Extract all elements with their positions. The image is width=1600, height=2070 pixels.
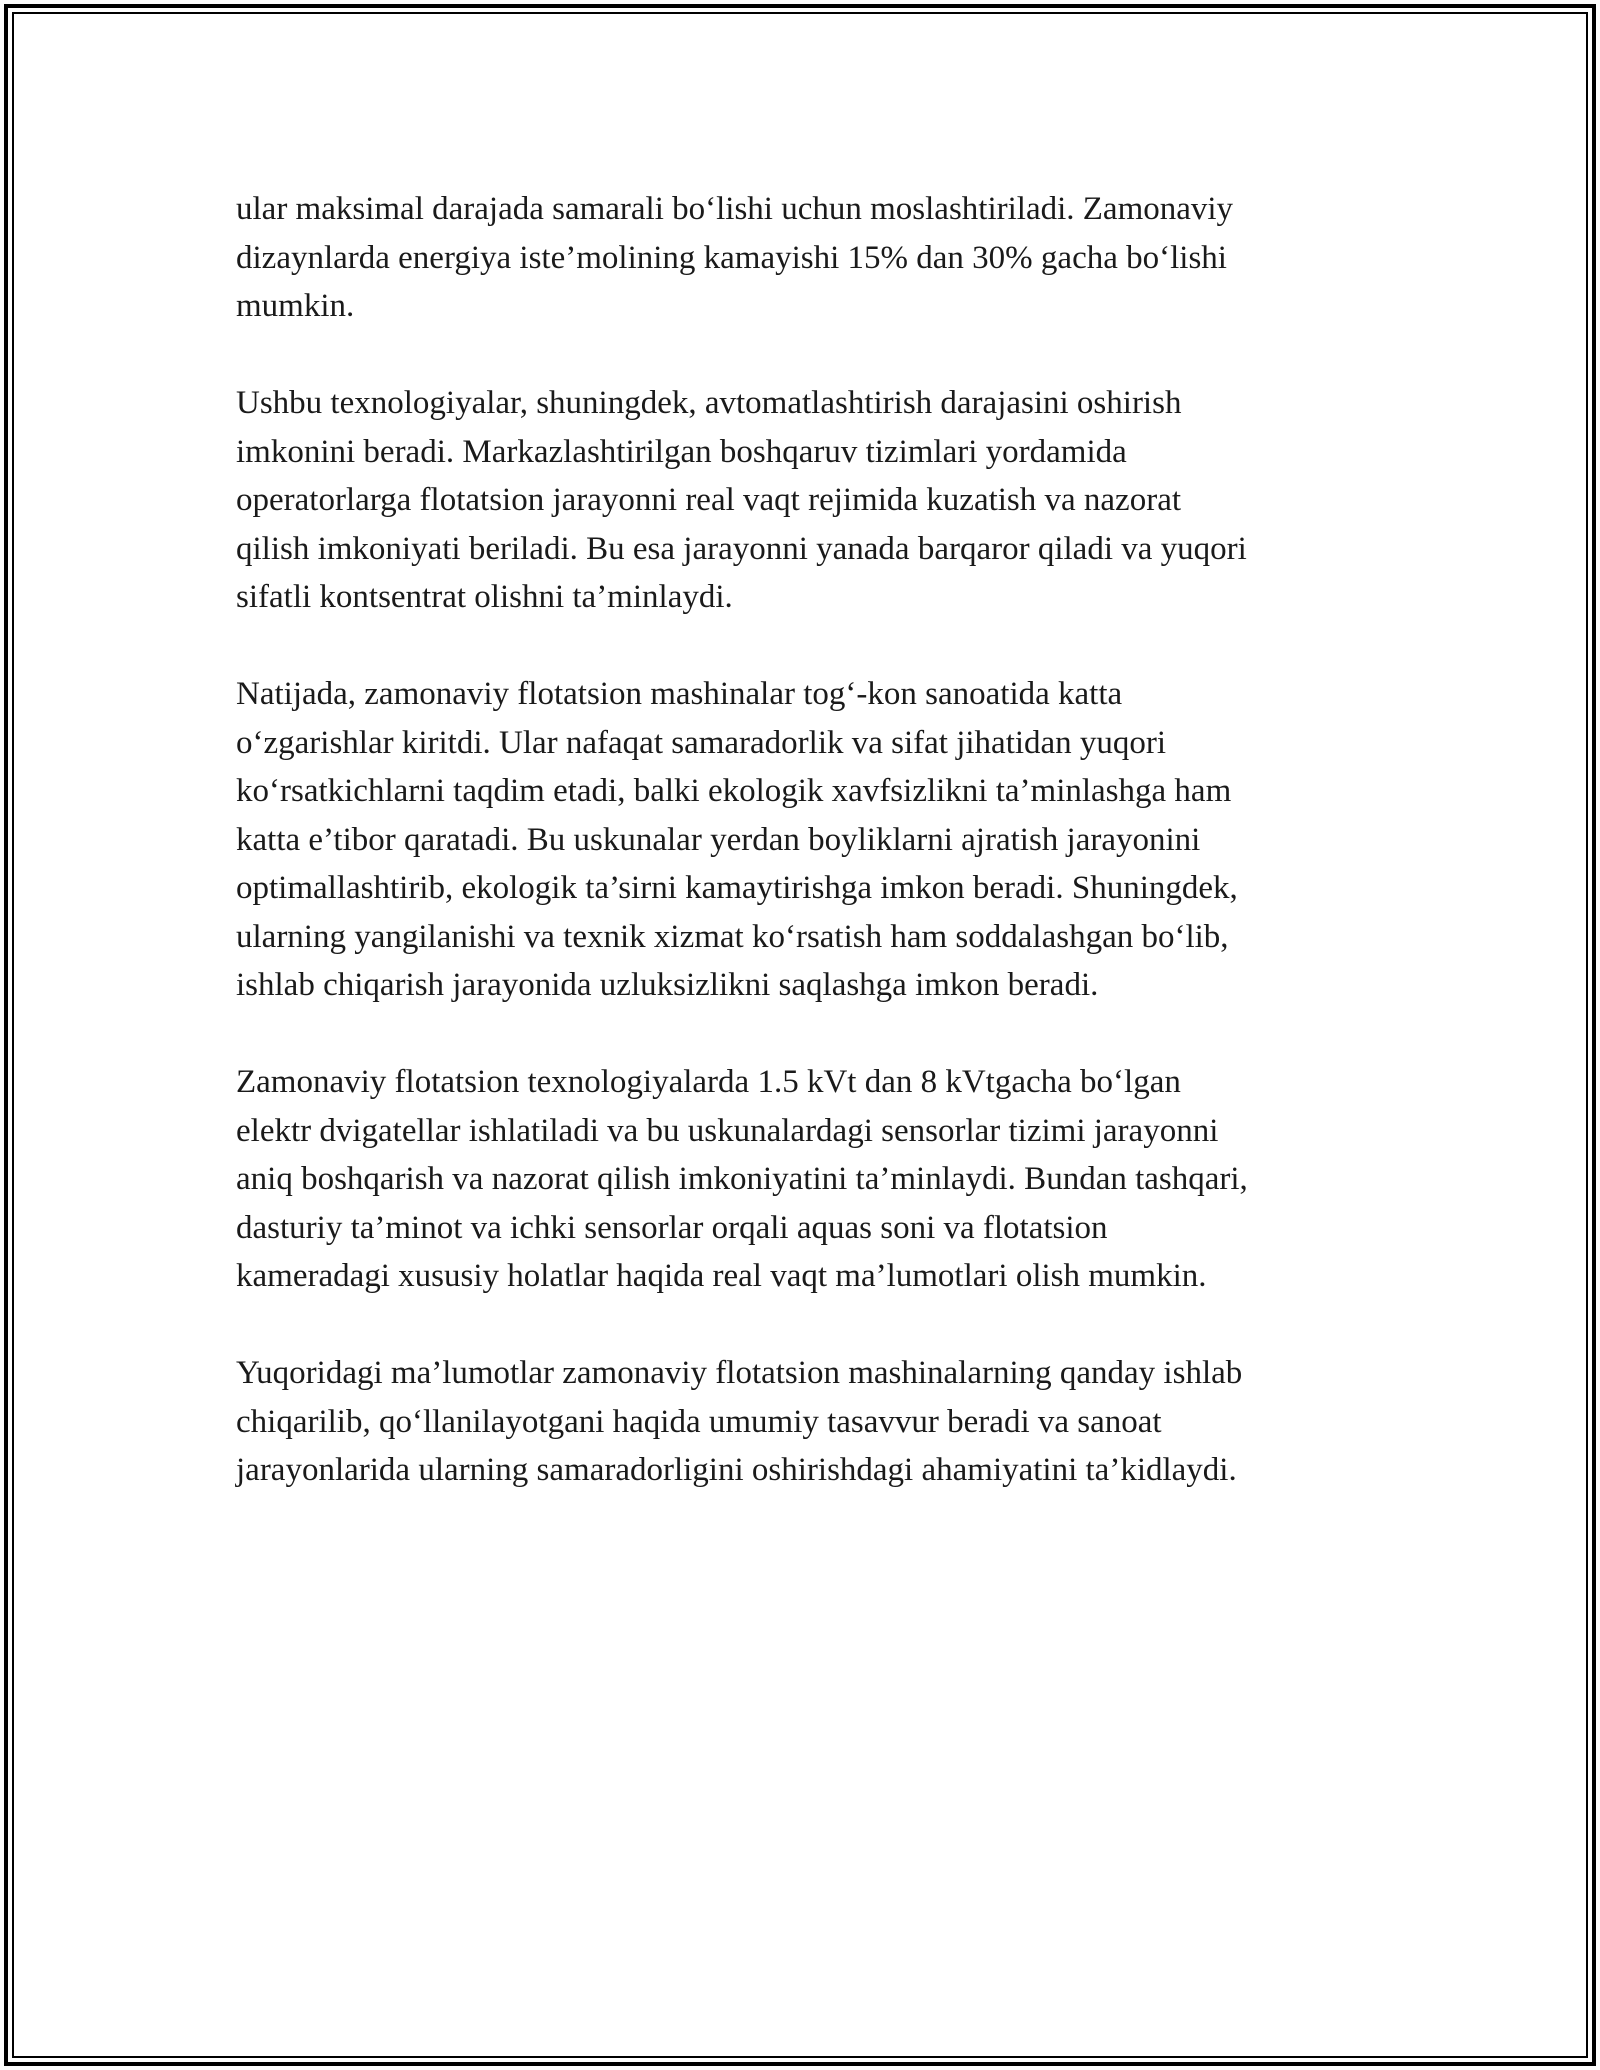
paragraph-1	[236, 185, 1372, 331]
text-line: aniq boshqarish va nazorat qilish imkoniyatini ta’minlaydi. Bundan tashqari,	[236, 1161, 1248, 1197]
text-line: elektr dvigatellar ishlatiladi va bu uskunalardagi sensorlar tizimi jarayonni	[236, 1112, 1219, 1149]
text-line: Yuqoridagi ma’lumotlar zamonaviy flotatsion mashinalarning qanday ishlab	[236, 1355, 1243, 1391]
text-line: ularning yangilanishi va texnik xizmat ko‘rsatish ham soddalashgan bo‘lib,	[236, 918, 1229, 955]
text-line: mumkin.	[236, 288, 355, 324]
text-line: optimallashtirib, ekologik ta’sirni kamaytirishga imkon beradi. Shuningdek,	[236, 870, 1238, 906]
document-body	[236, 185, 1372, 1543]
text-line: o‘zgarishlar kiritdi. Ular nafaqat samaradorlik va sifat jihatidan yuqori	[236, 724, 1167, 761]
paragraph-3	[236, 670, 1372, 1010]
text-line: ko‘rsatkichlarni taqdim etadi, balki ekologik xavfsizlikni ta’minlashga ham	[236, 773, 1232, 809]
paragraph-5	[236, 1349, 1372, 1495]
text-line: katta e’tibor qaratadi. Bu uskunalar yerdan boyliklarni ajratish jarayonini	[236, 821, 1201, 858]
text-line: kameradagi xususiy holatlar haqida real vaqt ma’lumotlari olish mumkin.	[236, 1258, 1207, 1294]
text-line: Zamonaviy flotatsion texnologiyalarda 1.5 kVt dan 8 kVtgacha bo‘lgan	[236, 1064, 1181, 1100]
text-line: jarayonlarida ularning samaradorligini oshirishdagi ahamiyatini ta’kidlaydi.	[236, 1452, 1237, 1488]
text-line: qilish imkoniyati beriladi. Bu esa jarayonni yanada barqaror qiladi va yuqori	[236, 530, 1247, 567]
text-line: imkonini beradi. Markazlashtirilgan boshqaruv tizimlari yordamida	[236, 433, 1127, 470]
text-line: ular maksimal darajada samarali bo‘lishi uchun moslashtiriladi. Zamonaviy	[236, 191, 1234, 227]
text-line: chiqarilib, qo‘llanilayotgani haqida umumiy tasavvur beradi va sanoat	[236, 1403, 1162, 1440]
text-line: sifatli kontsentrat olishni ta’minlaydi.	[236, 579, 733, 615]
text-line: Natijada, zamonaviy flotatsion mashinalar tog‘-kon sanoatida katta	[236, 676, 1123, 712]
text-line: operatorlarga flotatsion jarayonni real vaqt rejimida kuzatish va nazorat	[236, 482, 1182, 518]
text-line: ishlab chiqarish jarayonida uzluksizlikni saqlashga imkon beradi.	[236, 967, 1099, 1003]
text-line: dizaynlarda energiya iste’molining kamayishi 15% dan 30% gacha bo‘lishi	[236, 239, 1227, 276]
paragraph-4	[236, 1058, 1372, 1301]
paragraph-2	[236, 379, 1372, 622]
text-line: dasturiy ta’minot va ichki sensorlar orqali aquas soni va flotatsion	[236, 1209, 1108, 1246]
text-line: Ushbu texnologiyalar, shuningdek, avtomatlashtirish darajasini oshirish	[236, 385, 1182, 421]
